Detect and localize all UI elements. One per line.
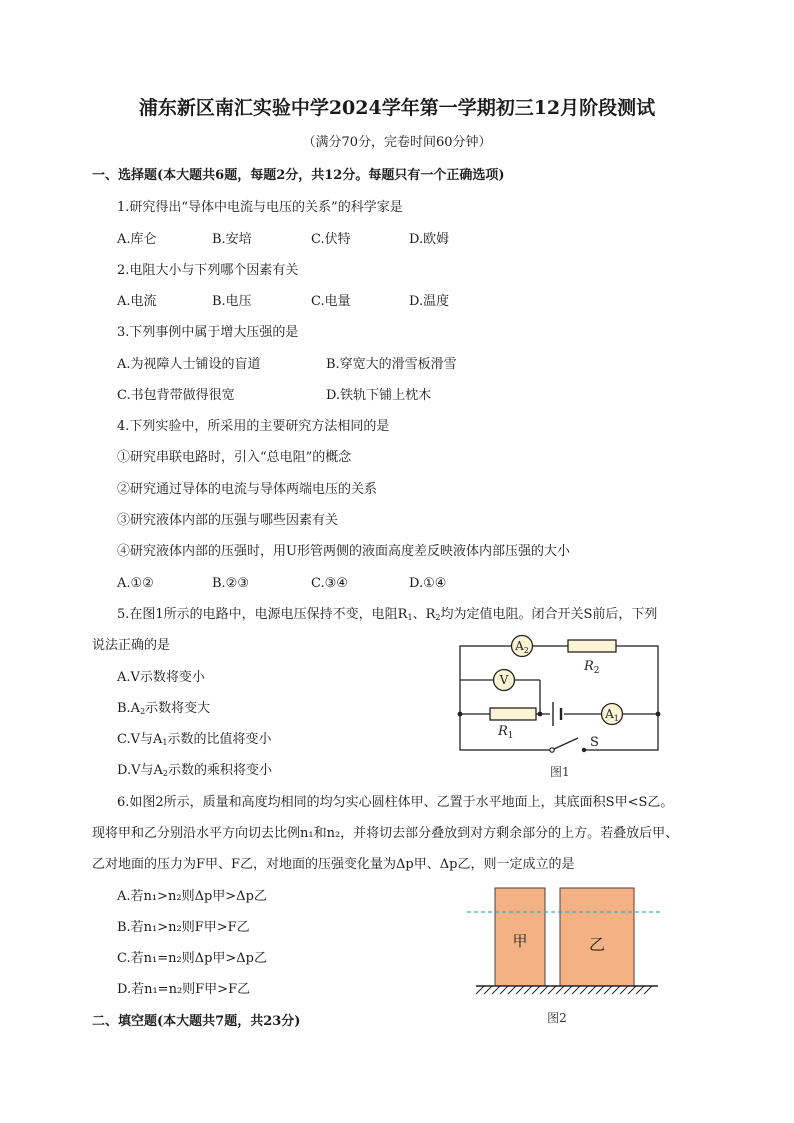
question-5-stem: 5.在图1所示的电路中，电源电压保持不变，电阻$R_1$、$R_2$均为定值电阻。闭合开关S前后，下列	[117, 607, 658, 622]
question-3-stem: 3.下列事例中属于增大压强的是	[117, 325, 299, 340]
figure-1-caption: 图1	[550, 765, 570, 779]
section-heading-fill-in: 二、填空题(本大题共7题，共23分)	[92, 1014, 301, 1029]
question-3-option-a: A.为视障人士铺设的盲道	[117, 357, 261, 372]
question-6-option-b: B.若n₁>n₂则F甲>F乙	[117, 920, 250, 935]
cylinder-yi-label: 乙	[588, 935, 606, 954]
question-1-option-d: D.欧姆	[409, 232, 450, 247]
ammeter-a1-icon	[602, 704, 623, 725]
question-1-stem: 1.研究得出“导体中电流与电压的关系”的科学家是	[117, 200, 403, 215]
question-6-stem-line-3: 乙对地面的压力为F甲、F乙，对地面的压强变化量为Δp甲、Δp乙，则一定成立的是	[92, 857, 575, 872]
question-1-option-a: A.库仑	[117, 232, 157, 247]
question-6-option-a: A.若n₁>n₂则Δp甲>Δp乙	[117, 889, 267, 904]
voltmeter-icon	[494, 670, 515, 691]
question-2-option-c: C.电量	[311, 294, 351, 309]
question-4-item-2: ②研究通过导体的电流与导体两端电压的关系	[117, 482, 378, 497]
question-4-item-4: ④研究液体内部的压强时，用U形管两侧的液面高度差反映液体内部压强的大小	[117, 544, 570, 559]
question-3-option-b: B.穿宽大的滑雪板滑雪	[326, 357, 457, 372]
question-4-stem: 4.下列实验中，所采用的主要研究方法相同的是	[117, 419, 390, 434]
question-2-option-a: A.电流	[117, 294, 157, 309]
figure-2-cylinders	[462, 880, 672, 1030]
page-subtitle: （满分70分，完卷时间60分钟）	[302, 135, 492, 150]
svg-text:V: V	[499, 673, 509, 687]
question-4-option-b: B.②③	[212, 576, 249, 591]
question-5-option-c: C.V与$A_1$示数的比值将变小	[117, 732, 272, 747]
resistor-r1-label: $R_1$	[498, 724, 514, 741]
figure-1-circuit	[440, 628, 680, 783]
question-1-option-c: C.伏特	[311, 232, 351, 247]
question-3-option-c: C.书包背带做得很宽	[117, 388, 235, 403]
ground-hatch	[476, 986, 652, 994]
junction-dot	[538, 712, 543, 717]
junction-dot	[656, 712, 661, 717]
question-5-option-b: $B.A_2$示数将变大	[117, 701, 211, 716]
section-heading-choice: 一、选择题(本大题共6题，每题2分，共12分。每题只有一个正确选项)	[92, 168, 505, 183]
switch-label: S	[590, 735, 599, 750]
svg-text:A1: $A_1$	[605, 707, 619, 723]
switch-icon	[548, 738, 588, 756]
question-4-item-3: ③研究液体内部的压强与哪些因素有关	[117, 513, 339, 528]
battery-icon	[550, 702, 564, 726]
question-4-option-c: C.③④	[311, 576, 348, 591]
resistor-r2-label: $R_2$	[584, 659, 600, 676]
question-4-option-a: A.①②	[117, 576, 154, 591]
junction-dot	[458, 712, 463, 717]
question-6-stem-line-1: 6.如图2所示，质量和高度均相同的均匀实心圆柱体甲、乙置于水平地面上，其底面积S甲<S乙。	[117, 795, 674, 810]
resistor-r2-icon	[568, 640, 616, 652]
question-4-option-d: D.①④	[409, 576, 447, 591]
question-5-stem-line-2: 说法正确的是	[92, 638, 171, 653]
question-2-stem: 2.电阻大小与下列哪个因素有关	[117, 263, 299, 278]
question-6-stem-line-2: 现将甲和乙分别沿水平方向切去比例n₁和n₂，并将切去部分叠放到对方剩余部分的上方。若叠放后甲、	[92, 826, 679, 841]
question-4-item-1: ①研究串联电路时，引入“总电阻”的概念	[117, 450, 352, 465]
resistor-r1-icon	[490, 708, 536, 720]
question-2-option-d: D.温度	[409, 294, 450, 309]
question-5-option-a: A.V示数将变小	[117, 670, 205, 685]
question-2-option-b: B.电压	[212, 294, 252, 309]
cylinder-jia-label: 甲	[512, 932, 528, 950]
question-6-option-c: C.若n₁=n₂则Δp甲>Δp乙	[117, 951, 267, 966]
figure-2-caption: 图2	[547, 1011, 567, 1025]
ammeter-a2-icon	[512, 636, 533, 657]
svg-text:A2: $A_2$	[515, 639, 529, 655]
question-1-option-b: B.安培	[212, 232, 252, 247]
question-3-option-d: D.铁轨下铺上枕木	[326, 388, 432, 403]
question-5-option-d: D.V与$A_2$示数的乘积将变小	[117, 763, 272, 778]
page-title: 浦东新区南汇实验中学2024学年第一学期初三12月阶段测试	[138, 97, 656, 119]
question-6-option-d: D.若n₁=n₂则F甲>F乙	[117, 982, 251, 997]
